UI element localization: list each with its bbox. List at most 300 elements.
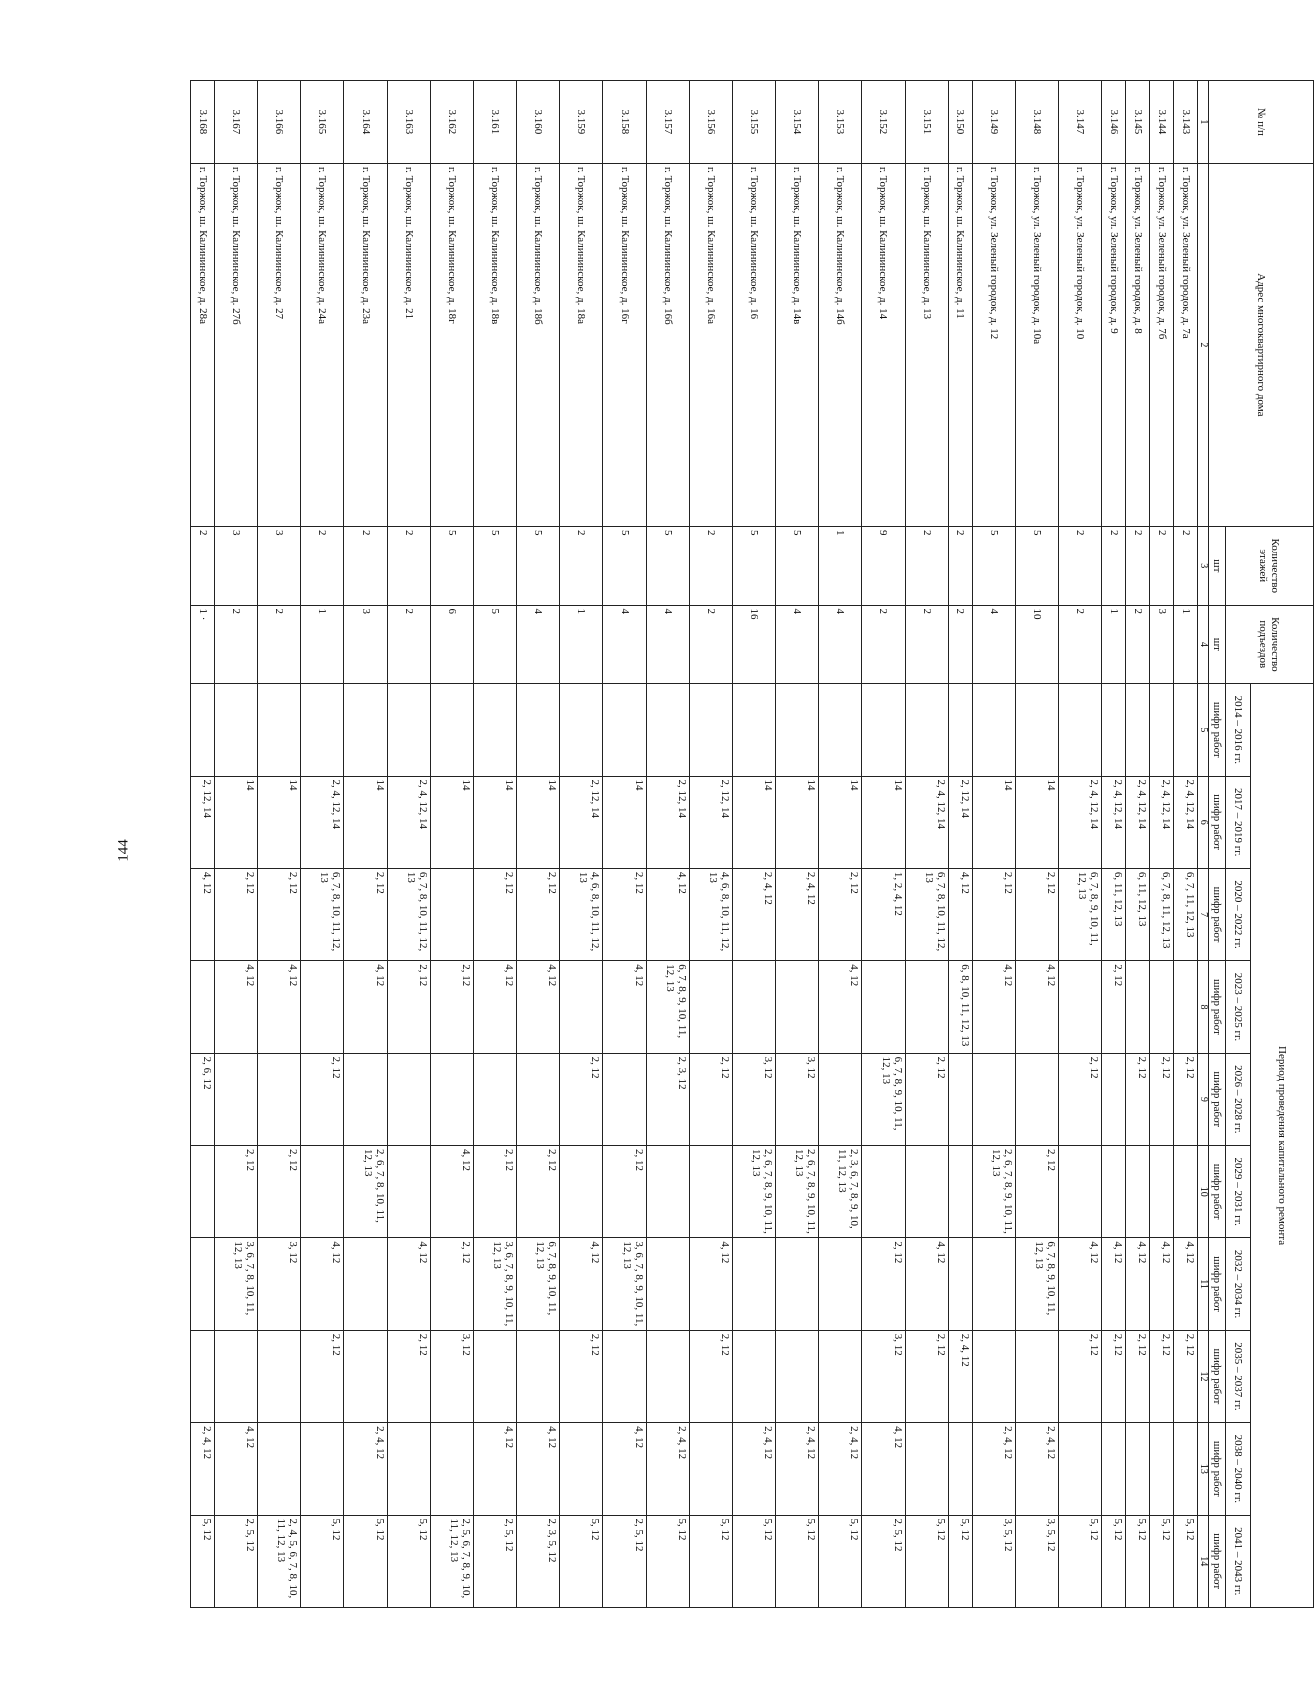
row-number: 3.156 xyxy=(689,81,732,164)
row-period-work-codes xyxy=(819,684,862,776)
row-period-work-codes: 2, 12 xyxy=(1126,1053,1150,1145)
row-period-work-codes: 5, 12 xyxy=(732,1515,775,1608)
row-period-work-codes: 14 xyxy=(776,776,819,868)
row-address: г. Торжок, ул. Зеленый городок, д. 7а xyxy=(1174,163,1198,526)
header-column-number: 2 xyxy=(1198,163,1209,526)
row-period-work-codes: 2, 12 xyxy=(473,1146,516,1238)
row-address: г. Торжок, ш. Калининское, д. 16 xyxy=(732,163,775,526)
row-period-work-codes xyxy=(430,684,473,776)
row-number: 3.150 xyxy=(948,81,972,164)
row-period-work-codes: 6, 11, 12, 13 xyxy=(1102,868,1126,960)
row-period-work-codes: 5, 12 xyxy=(344,1515,387,1608)
table-row xyxy=(603,81,646,1608)
row-period-work-codes xyxy=(301,684,344,776)
row-period-work-codes: 2, 4, 12, 14 xyxy=(1150,776,1174,868)
row-period-work-codes: 2, 12 xyxy=(215,868,258,960)
table-row xyxy=(1058,81,1101,1608)
row-period-work-codes xyxy=(776,684,819,776)
row-period-work-codes: 14 xyxy=(603,776,646,868)
row-period-work-codes xyxy=(560,961,603,1053)
row-entrances: 2 xyxy=(1126,605,1150,684)
row-entrances: 4 xyxy=(603,605,646,684)
header-work-code: шифр работ xyxy=(1209,961,1226,1053)
header-address: Адрес многоквартирного дома xyxy=(1209,163,1314,526)
row-period-work-codes xyxy=(1058,684,1101,776)
row-period-work-codes: 2, 12 xyxy=(689,1053,732,1145)
row-period-work-codes xyxy=(972,1330,1015,1422)
row-number: 3.159 xyxy=(560,81,603,164)
row-period-work-codes: 14 xyxy=(344,776,387,868)
row-period-work-codes: 6, 7, 8, 9, 10, 11, 12, 13 xyxy=(646,961,689,1053)
row-period-work-codes xyxy=(603,1330,646,1422)
row-address: г. Торжок, ш. Калининское, д. 18г xyxy=(430,163,473,526)
row-period-work-codes: 2, 12 xyxy=(689,1330,732,1422)
row-period-work-codes: 14 xyxy=(473,776,516,868)
header-column-number: 4 xyxy=(1198,605,1209,684)
row-period-work-codes: 2, 5, 12 xyxy=(215,1515,258,1608)
row-address: г. Торжок, ш. Калининское, д. 16б xyxy=(646,163,689,526)
table-row xyxy=(301,81,344,1608)
row-period-work-codes: 2, 12 xyxy=(258,1146,301,1238)
row-address: г. Торжок, ш. Калининское, д. 14в xyxy=(776,163,819,526)
row-address: г. Торжок, ш. Калининское, д. 23а xyxy=(344,163,387,526)
table-row xyxy=(473,81,516,1608)
header-column-number: 5 xyxy=(1198,684,1209,776)
row-period-work-codes: 5, 12 xyxy=(1126,1515,1150,1608)
row-entrances: 16 xyxy=(732,605,775,684)
row-period-work-codes xyxy=(1174,684,1198,776)
row-period-work-codes: 2, 12 xyxy=(972,868,1015,960)
row-period-work-codes: 2, 12 xyxy=(1126,1330,1150,1422)
header-column-number: 3 xyxy=(1198,526,1209,605)
row-period-work-codes xyxy=(387,1053,430,1145)
row-period-work-codes xyxy=(1150,961,1174,1053)
row-address: г. Торжок, ш. Калининское, д. 13 xyxy=(905,163,948,526)
row-floors: 2 xyxy=(1174,526,1198,605)
header-period-label: 2026 – 2028 гг. xyxy=(1226,1053,1251,1145)
header-unit-floors: шт xyxy=(1209,526,1226,605)
row-period-work-codes: 2, 12, 14 xyxy=(948,776,972,868)
row-address: г. Торжок, ш. Калининское, д. 24а xyxy=(301,163,344,526)
row-period-work-codes xyxy=(191,1330,215,1422)
row-address: г. Торжок, ул. Зеленый городок, д. 10а xyxy=(1015,163,1058,526)
row-period-work-codes: 2, 4, 12, 14 xyxy=(1174,776,1198,868)
row-period-work-codes: 2, 6, 7, 8, 10, 11, 12, 13 xyxy=(344,1146,387,1238)
row-floors: 5 xyxy=(473,526,516,605)
row-number: 3.166 xyxy=(258,81,301,164)
row-period-work-codes: 6, 7, 8, 10, 11, 12, 13 xyxy=(387,868,430,960)
row-period-work-codes xyxy=(1150,1423,1174,1515)
header-work-code: шифр работ xyxy=(1209,1423,1226,1515)
row-period-work-codes: 2, 4, 12 xyxy=(646,1423,689,1515)
row-period-work-codes xyxy=(215,684,258,776)
row-period-work-codes: 4, 12 xyxy=(1174,1238,1198,1330)
row-floors: 2 xyxy=(344,526,387,605)
row-entrances: 2 xyxy=(1058,605,1101,684)
row-address: г. Торжок, ул. Зеленый городок, д. 8 xyxy=(1126,163,1150,526)
row-period-work-codes xyxy=(430,1053,473,1145)
row-period-work-codes: 2, 12 xyxy=(1174,1330,1198,1422)
row-number: 3.145 xyxy=(1126,81,1150,164)
row-period-work-codes xyxy=(862,961,905,1053)
row-period-work-codes xyxy=(1174,1146,1198,1238)
row-period-work-codes: 2, 12 xyxy=(258,868,301,960)
row-floors: 2 xyxy=(1126,526,1150,605)
row-period-work-codes: 2, 12 xyxy=(301,1053,344,1145)
row-period-work-codes: 2, 12 xyxy=(517,868,560,960)
row-entrances: 4 xyxy=(819,605,862,684)
row-floors: 9 xyxy=(862,526,905,605)
row-period-work-codes: 2, 12, 14 xyxy=(689,776,732,868)
row-period-work-codes: 4, 12 xyxy=(473,961,516,1053)
row-floors: 5 xyxy=(430,526,473,605)
row-period-work-codes: 2, 6, 7, 8, 9, 10, 11, 12, 13 xyxy=(972,1146,1015,1238)
row-number: 3.143 xyxy=(1174,81,1198,164)
table-row xyxy=(560,81,603,1608)
row-period-work-codes: 4, 12 xyxy=(560,1238,603,1330)
row-period-work-codes xyxy=(1150,684,1174,776)
row-period-work-codes: 5, 12 xyxy=(1150,1515,1174,1608)
row-period-work-codes xyxy=(819,1330,862,1422)
table-row xyxy=(905,81,948,1608)
row-address: г. Торжок, ул. Зеленый городок, д. 10 xyxy=(1058,163,1101,526)
header-column-number: 1 xyxy=(1198,81,1209,164)
row-period-work-codes: 2, 6, 12 xyxy=(191,1053,215,1145)
header-period-label: 2029 – 2031 гг. xyxy=(1226,1146,1251,1238)
row-period-work-codes xyxy=(905,1423,948,1515)
row-period-work-codes: 6, 7, 8, 10, 11, 12, 13 xyxy=(301,868,344,960)
row-number: 3.155 xyxy=(732,81,775,164)
header-period-label: 2041 – 2043 гг. xyxy=(1226,1515,1251,1608)
row-period-work-codes: 4, 12 xyxy=(430,1146,473,1238)
row-period-work-codes: 4, 12 xyxy=(603,961,646,1053)
row-entrances: 2 xyxy=(862,605,905,684)
table-row xyxy=(948,81,972,1608)
row-period-work-codes: 5, 12 xyxy=(905,1515,948,1608)
table-row xyxy=(215,81,258,1608)
row-floors: 3 xyxy=(258,526,301,605)
row-period-work-codes xyxy=(972,1053,1015,1145)
row-period-work-codes: 6, 7, 11, 12, 13 xyxy=(1174,868,1198,960)
row-period-work-codes: 2, 4, 12, 14 xyxy=(905,776,948,868)
row-period-work-codes xyxy=(258,1053,301,1145)
row-period-work-codes: 2, 5, 6, 7, 8, 9, 10, 11, 12, 13 xyxy=(430,1515,473,1608)
header-period-label: 2038 – 2040 гг. xyxy=(1226,1423,1251,1515)
row-period-work-codes: 14 xyxy=(517,776,560,868)
row-period-work-codes: 2, 3, 5, 12 xyxy=(517,1515,560,1608)
row-period-work-codes: 14 xyxy=(1015,776,1058,868)
row-period-work-codes: 5, 12 xyxy=(1102,1515,1126,1608)
row-period-work-codes xyxy=(1102,1053,1126,1145)
row-period-work-codes: 4, 12 xyxy=(819,961,862,1053)
row-period-work-codes: 6, 7, 8, 9, 10, 11, 12, 13 xyxy=(862,1053,905,1145)
header-num: № п/п xyxy=(1209,81,1314,164)
header-period-label: 2032 – 2034 гг. xyxy=(1226,1238,1251,1330)
row-period-work-codes xyxy=(862,1146,905,1238)
row-period-work-codes xyxy=(948,1146,972,1238)
row-floors: 5 xyxy=(603,526,646,605)
row-period-work-codes xyxy=(215,1330,258,1422)
row-period-work-codes: 2, 12, 14 xyxy=(191,776,215,868)
row-period-work-codes: 5, 12 xyxy=(646,1515,689,1608)
row-period-work-codes xyxy=(646,1146,689,1238)
row-number: 3.160 xyxy=(517,81,560,164)
row-entrances: 2 xyxy=(905,605,948,684)
row-address: г. Торжок, ш. Калининское, д. 14 xyxy=(862,163,905,526)
row-period-work-codes xyxy=(517,684,560,776)
row-number: 3.161 xyxy=(473,81,516,164)
row-floors: 5 xyxy=(1015,526,1058,605)
row-period-work-codes: 4, 12 xyxy=(517,1423,560,1515)
table-row xyxy=(344,81,387,1608)
capital-repair-table xyxy=(190,80,1314,1608)
row-entrances: 4 xyxy=(646,605,689,684)
row-floors: 5 xyxy=(972,526,1015,605)
row-number: 3.153 xyxy=(819,81,862,164)
table-header xyxy=(1198,81,1314,1608)
table-row xyxy=(972,81,1015,1608)
row-period-work-codes xyxy=(1126,1423,1150,1515)
row-address: г. Торжок, ш. Калининское, д. 27б xyxy=(215,163,258,526)
header-work-code: шифр работ xyxy=(1209,868,1226,960)
row-period-work-codes xyxy=(603,1053,646,1145)
row-period-work-codes: 4, 12 xyxy=(689,1238,732,1330)
row-floors: 2 xyxy=(387,526,430,605)
header-column-number: 11 xyxy=(1198,1238,1209,1330)
row-period-work-codes: 2, 12 xyxy=(560,1053,603,1145)
row-period-work-codes: 2, 5, 12 xyxy=(473,1515,516,1608)
row-period-work-codes: 2, 12 xyxy=(301,1330,344,1422)
row-address: г. Торжок, ш. Калининское, д. 11 xyxy=(948,163,972,526)
row-period-work-codes xyxy=(862,684,905,776)
row-period-work-codes: 2, 12, 14 xyxy=(560,776,603,868)
document-page xyxy=(190,80,1314,1608)
row-period-work-codes: 2, 12 xyxy=(387,961,430,1053)
row-period-work-codes xyxy=(1126,961,1150,1053)
row-address: г. Торжок, ш. Калининское, д. 18а xyxy=(560,163,603,526)
row-period-work-codes xyxy=(301,1423,344,1515)
row-period-work-codes xyxy=(258,684,301,776)
row-entrances: 1 · xyxy=(191,605,215,684)
row-number: 3.147 xyxy=(1058,81,1101,164)
row-entrances: 1 xyxy=(560,605,603,684)
row-period-work-codes: 14 xyxy=(862,776,905,868)
row-period-work-codes: 5, 12 xyxy=(819,1515,862,1608)
row-period-work-codes: 2, 4, 12 xyxy=(776,868,819,960)
row-period-work-codes: 4, 12 xyxy=(344,961,387,1053)
row-period-work-codes: 2, 6, 7, 8, 9, 10, 11, 12, 13 xyxy=(732,1146,775,1238)
row-period-work-codes: 2, 3, 12 xyxy=(646,1053,689,1145)
header-work-code: шифр работ xyxy=(1209,1515,1226,1608)
table-row xyxy=(191,81,215,1608)
row-period-work-codes: 3, 12 xyxy=(258,1238,301,1330)
header-column-number: 7 xyxy=(1198,868,1209,960)
row-period-work-codes xyxy=(191,961,215,1053)
row-address: г. Торжок, ш. Калининское, д. 28а xyxy=(191,163,215,526)
row-entrances: 10 xyxy=(1015,605,1058,684)
row-period-work-codes xyxy=(689,684,732,776)
row-period-work-codes xyxy=(689,1146,732,1238)
row-period-work-codes xyxy=(1102,684,1126,776)
row-entrances: 3 xyxy=(1150,605,1174,684)
row-period-work-codes: 2, 12 xyxy=(603,868,646,960)
row-period-work-codes xyxy=(517,1330,560,1422)
row-period-work-codes: 5, 12 xyxy=(191,1515,215,1608)
row-period-work-codes: 5, 12 xyxy=(689,1515,732,1608)
row-period-work-codes xyxy=(191,1146,215,1238)
header-work-code: шифр работ xyxy=(1209,1238,1226,1330)
row-period-work-codes: 2, 12 xyxy=(1102,1330,1126,1422)
row-address: г. Торжок, ш. Калининское, д. 18б xyxy=(517,163,560,526)
row-period-work-codes xyxy=(905,684,948,776)
row-period-work-codes: 4, 12 xyxy=(301,1238,344,1330)
row-period-work-codes: 4, 12 xyxy=(191,868,215,960)
row-floors: 2 xyxy=(301,526,344,605)
header-column-number: 14 xyxy=(1198,1515,1209,1608)
row-period-work-codes xyxy=(560,1423,603,1515)
row-period-work-codes xyxy=(473,1053,516,1145)
row-period-work-codes xyxy=(948,1423,972,1515)
row-address: г. Торжок, ш. Калининское, д. 14б xyxy=(819,163,862,526)
row-period-work-codes xyxy=(258,1423,301,1515)
row-period-work-codes: 2, 12, 14 xyxy=(646,776,689,868)
table-body xyxy=(191,81,1198,1608)
row-floors: 2 xyxy=(689,526,732,605)
row-period-work-codes: 2, 12 xyxy=(905,1330,948,1422)
row-floors: 2 xyxy=(905,526,948,605)
row-period-work-codes: 2, 12 xyxy=(430,961,473,1053)
row-entrances: 2 xyxy=(215,605,258,684)
row-period-work-codes: 4, 12 xyxy=(603,1423,646,1515)
row-period-work-codes xyxy=(732,1238,775,1330)
row-period-work-codes xyxy=(948,1238,972,1330)
row-period-work-codes: 4, 12 xyxy=(215,1423,258,1515)
header-work-code: шифр работ xyxy=(1209,1053,1226,1145)
row-period-work-codes xyxy=(1102,1423,1126,1515)
header-entrances: Количество подъездов xyxy=(1226,605,1314,684)
row-period-work-codes xyxy=(1174,1423,1198,1515)
row-period-work-codes: 5, 12 xyxy=(560,1515,603,1608)
row-number: 3.151 xyxy=(905,81,948,164)
row-period-work-codes: 2, 12 xyxy=(473,868,516,960)
row-period-work-codes xyxy=(689,961,732,1053)
header-work-code: шифр работ xyxy=(1209,776,1226,868)
row-floors: 2 xyxy=(948,526,972,605)
row-period-work-codes xyxy=(473,1330,516,1422)
row-period-work-codes xyxy=(948,1053,972,1145)
row-period-work-codes xyxy=(344,1330,387,1422)
row-period-work-codes xyxy=(387,684,430,776)
row-period-work-codes: 2, 12 xyxy=(1174,1053,1198,1145)
table-row xyxy=(1126,81,1150,1608)
row-period-work-codes: 2, 6, 7, 8, 9, 10, 11, 12, 13 xyxy=(776,1146,819,1238)
row-entrances: 1 xyxy=(301,605,344,684)
row-number: 3.163 xyxy=(387,81,430,164)
row-period-work-codes: 2, 12 xyxy=(1058,1330,1101,1422)
row-period-work-codes xyxy=(1174,961,1198,1053)
row-period-work-codes: 4, 12 xyxy=(517,961,560,1053)
row-period-work-codes: 2, 4, 12, 14 xyxy=(1126,776,1150,868)
row-period-work-codes: 4, 12 xyxy=(972,961,1015,1053)
row-number: 3.149 xyxy=(972,81,1015,164)
row-period-work-codes: 14 xyxy=(215,776,258,868)
row-period-work-codes: 2, 12 xyxy=(1150,1053,1174,1145)
row-entrances: 4 xyxy=(972,605,1015,684)
row-period-work-codes xyxy=(905,961,948,1053)
row-period-work-codes: 2, 12 xyxy=(862,1238,905,1330)
row-number: 3.164 xyxy=(344,81,387,164)
row-period-work-codes xyxy=(1015,1330,1058,1422)
row-number: 3.146 xyxy=(1102,81,1126,164)
row-address: г. Торжок, ул. Зеленый городок, д. 7б xyxy=(1150,163,1174,526)
row-period-work-codes: 2, 4, 12, 14 xyxy=(1058,776,1101,868)
header-column-number: 10 xyxy=(1198,1146,1209,1238)
row-number: 3.158 xyxy=(603,81,646,164)
row-period-work-codes: 4, 12 xyxy=(905,1238,948,1330)
row-period-work-codes xyxy=(732,684,775,776)
row-period-work-codes xyxy=(1126,1146,1150,1238)
row-period-work-codes: 4, 12 xyxy=(1058,1238,1101,1330)
row-period-work-codes xyxy=(1058,1423,1101,1515)
row-period-work-codes xyxy=(344,1053,387,1145)
row-number: 3.148 xyxy=(1015,81,1058,164)
row-period-work-codes: 4, 12 xyxy=(646,868,689,960)
row-period-work-codes xyxy=(387,1146,430,1238)
row-entrances: 4 xyxy=(776,605,819,684)
row-period-work-codes: 2, 4, 12 xyxy=(344,1423,387,1515)
table-row xyxy=(517,81,560,1608)
page-number: 144 xyxy=(115,839,132,862)
row-address: г. Торжок, ул. Зеленый городок, д. 12 xyxy=(972,163,1015,526)
header-column-number: 13 xyxy=(1198,1423,1209,1515)
row-period-work-codes xyxy=(344,1238,387,1330)
row-period-work-codes xyxy=(1126,684,1150,776)
row-period-work-codes: 2, 4, 12, 14 xyxy=(301,776,344,868)
row-number: 3.144 xyxy=(1150,81,1174,164)
row-period-work-codes: 2, 12 xyxy=(387,1330,430,1422)
row-period-work-codes: 2, 4, 12 xyxy=(948,1330,972,1422)
row-period-work-codes xyxy=(560,1146,603,1238)
row-period-work-codes: 2, 4, 12, 14 xyxy=(1102,776,1126,868)
row-period-work-codes xyxy=(819,1053,862,1145)
row-period-work-codes: 4, 12 xyxy=(1015,961,1058,1053)
table-row xyxy=(387,81,430,1608)
row-number: 3.168 xyxy=(191,81,215,164)
table-row xyxy=(1102,81,1126,1608)
row-floors: 5 xyxy=(732,526,775,605)
row-period-work-codes: 4, 12 xyxy=(387,1238,430,1330)
row-period-work-codes xyxy=(560,684,603,776)
row-period-work-codes: 6, 11, 12, 13 xyxy=(1126,868,1150,960)
table-row xyxy=(776,81,819,1608)
row-period-work-codes xyxy=(430,868,473,960)
header-period-label: 2035 – 2037 гг. xyxy=(1226,1330,1251,1422)
row-period-work-codes xyxy=(646,684,689,776)
row-period-work-codes: 4, 12 xyxy=(473,1423,516,1515)
row-entrances: 1 xyxy=(1102,605,1126,684)
row-period-work-codes xyxy=(1015,684,1058,776)
row-period-work-codes: 6, 7, 8, 9, 10, 11, 12, 13 xyxy=(517,1238,560,1330)
row-period-work-codes xyxy=(473,684,516,776)
row-period-work-codes: 3, 6, 7, 8, 9, 10, 11, 12, 13 xyxy=(473,1238,516,1330)
row-period-work-codes xyxy=(776,961,819,1053)
row-floors: 3 xyxy=(215,526,258,605)
row-period-work-codes xyxy=(646,1330,689,1422)
row-entrances: 5 xyxy=(473,605,516,684)
row-period-work-codes xyxy=(301,961,344,1053)
row-period-work-codes: 6, 7, 8, 9, 10, 11, 12, 13 xyxy=(1015,1238,1058,1330)
row-floors: 5 xyxy=(776,526,819,605)
